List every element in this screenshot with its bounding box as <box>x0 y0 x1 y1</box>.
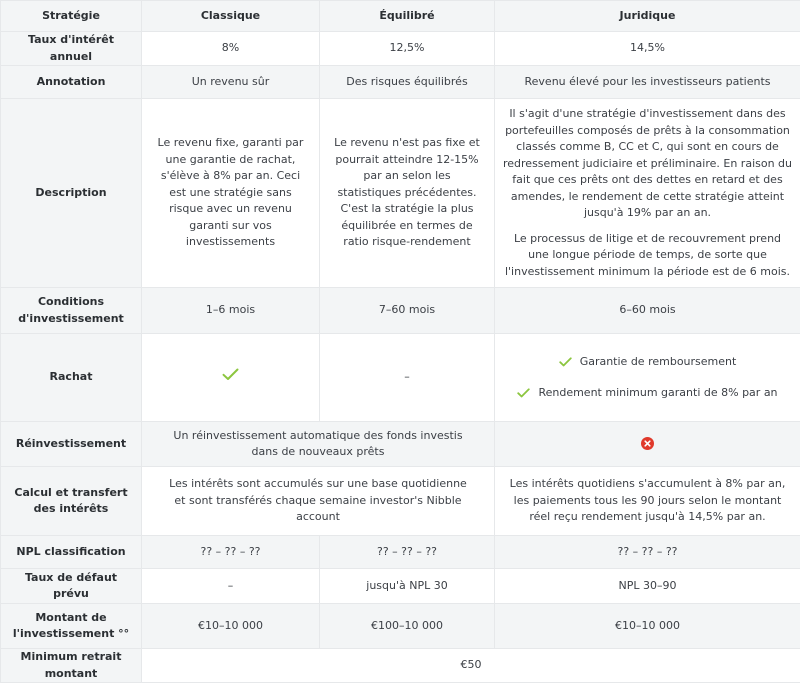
calcul-classique-equilibre: Les intérêts sont accumulés sur une base quotidienne et sont transférés chaque semaine investor's Nibble account <box>142 467 495 536</box>
table-row <box>1 334 800 422</box>
description-classique: Le revenu fixe, garanti par une garantie de rachat, s'élève à 8% par an. Ceci est une stratégie sans risque avec un revenu garanti sur vos investissements <box>142 99 320 288</box>
description-juridique-p1: Il s'agit d'une stratégie d'investissement dans des portefeuilles composés de prêts à la consommation classés comme B, CC et C, qui sont en cours de redressement judiciaire et préliminaire. En raison du fait que ces prêts ont des dettes en retard et des amendes, le rendement de cette stratégie atteint jusqu'à 19% par an an. <box>503 106 792 222</box>
header-strategy: Stratégie <box>1 1 142 32</box>
table-row <box>1 66 800 99</box>
row-label-description: Description <box>1 99 142 288</box>
header-juridique: Juridique <box>495 1 800 32</box>
montant-equilibre: €100–10 000 <box>320 604 495 649</box>
rachat-equilibre: – <box>320 334 495 422</box>
npl-equilibre: ?? – ?? – ?? <box>320 536 495 569</box>
rachat-juridique <box>495 334 800 422</box>
calcul-juridique: Les intérêts quotidiens s'accumulent à 8% par an, les paiements tous les 90 jours selon le montant réel reçu rendement jusqu'à 14,5% par an. <box>495 467 800 536</box>
annotation-equilibre: Des risques équilibrés <box>320 66 495 99</box>
table-row <box>1 467 800 536</box>
check-icon <box>222 368 239 381</box>
reinvest-classique-equilibre: Un réinvestissement automatique des fonds investis dans de nouveaux prêts <box>142 422 495 467</box>
description-equilibre: Le revenu n'est pas fixe et pourrait atteindre 12-15% par an selon les statistiques précédentes. C'est la stratégie la plus équilibrée en termes de ratio risque-rendement <box>320 99 495 288</box>
row-label-taux: Taux d'intérêt annuel <box>1 32 142 66</box>
table-row <box>1 604 800 649</box>
table-row <box>1 32 800 66</box>
defaut-equilibre: jusqu'à NPL 30 <box>320 569 495 604</box>
taux-equilibre: 12,5% <box>320 32 495 66</box>
check-icon <box>517 388 530 398</box>
row-label-annotation: Annotation <box>1 66 142 99</box>
row-label-calcul: Calcul et transfert des intérêts <box>1 467 142 536</box>
rachat-classique <box>142 334 320 422</box>
conditions-classique: 1–6 mois <box>142 288 320 334</box>
feature-line <box>501 354 794 371</box>
annotation-classique: Un revenu sûr <box>142 66 320 99</box>
row-label-conditions: Conditions d'investissement <box>1 288 142 334</box>
row-label-montant: Montant de l'investissement °° <box>1 604 142 649</box>
header-classique: Classique <box>142 1 320 32</box>
montant-juridique: €10–10 000 <box>495 604 800 649</box>
row-label-npl: NPL classification <box>1 536 142 569</box>
feature-label: Garantie de remboursement <box>580 355 737 368</box>
row-label-rachat: Rachat <box>1 334 142 422</box>
taux-classique: 8% <box>142 32 320 66</box>
row-label-defaut: Taux de défaut prévu <box>1 569 142 604</box>
defaut-classique: – <box>142 569 320 604</box>
cross-icon <box>641 437 654 450</box>
description-juridique <box>495 99 800 288</box>
row-label-retrait: Minimum retrait montant <box>1 649 142 683</box>
table-row <box>1 536 800 569</box>
header-equilibre: Équilibré <box>320 1 495 32</box>
table-row <box>1 99 800 288</box>
taux-juridique: 14,5% <box>495 32 800 66</box>
conditions-juridique: 6–60 mois <box>495 288 800 334</box>
npl-juridique: ?? – ?? – ?? <box>495 536 800 569</box>
defaut-juridique: NPL 30–90 <box>495 569 800 604</box>
montant-classique: €10–10 000 <box>142 604 320 649</box>
retrait-value: €50 <box>142 649 800 683</box>
check-icon <box>559 357 572 367</box>
reinvest-juridique <box>495 422 800 467</box>
feature-label: Rendement minimum garanti de 8% par an <box>538 386 777 399</box>
table-row <box>1 288 800 334</box>
table-row <box>1 422 800 467</box>
feature-line <box>501 385 794 402</box>
description-juridique-p2: Le processus de litige et de recouvrement prend une longue période de temps, de sorte que l'investissement minimum la période est de 6 mois. <box>503 231 792 281</box>
header-row <box>1 1 800 32</box>
conditions-equilibre: 7–60 mois <box>320 288 495 334</box>
row-label-reinvest: Réinvestissement <box>1 422 142 467</box>
table-row <box>1 649 800 683</box>
annotation-juridique: Revenu élevé pour les investisseurs patients <box>495 66 800 99</box>
npl-classique: ?? – ?? – ?? <box>142 536 320 569</box>
table-row <box>1 569 800 604</box>
